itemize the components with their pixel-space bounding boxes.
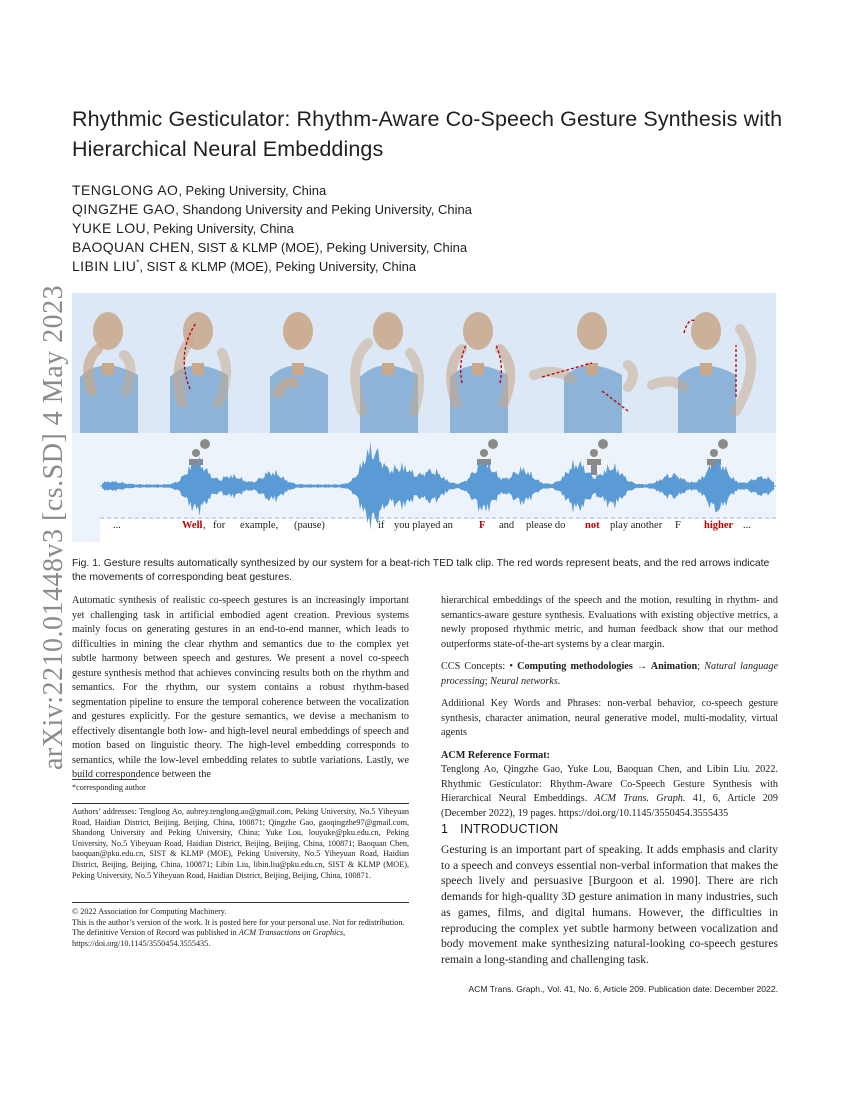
section-heading (441, 822, 558, 836)
acm-ref-heading: ACM Reference Format: (441, 749, 550, 761)
author-name: BAOQUAN CHEN (72, 239, 191, 255)
corresponding-author-note: *corresponding author (72, 783, 146, 792)
author-name: LIBIN LIU (72, 258, 137, 274)
page-footer: ACM Trans. Graph., Vol. 41, No. 6, Article 209. Publication date: December 2022. (468, 984, 778, 994)
author-affiliation: , SIST & KLMP (MOE), Peking University, China (190, 240, 468, 255)
transcript-beat-word: not (585, 520, 600, 531)
transcript-word: please do (526, 520, 566, 531)
author-affiliation: , Peking University, China (146, 221, 294, 236)
copyright-notice (72, 907, 409, 949)
acm-reference (441, 749, 778, 822)
transcript-word: and (499, 520, 515, 531)
author-line (72, 258, 416, 274)
author-name: TENGLONG AO (72, 182, 179, 198)
author-line (72, 201, 472, 217)
transcript-word: F (675, 520, 681, 531)
acm-ref-journal: ACM Trans. Graph. (594, 793, 686, 804)
addresses-rule (72, 803, 409, 804)
transcript-word: ... (743, 520, 751, 531)
transcript-word: , (203, 520, 206, 531)
author-line (72, 182, 326, 198)
ccs-italic-1: Natural language processing (441, 661, 778, 687)
transcript-word: (pause) (294, 520, 325, 531)
copyright-journal: ACM Transactions on Graphics (238, 928, 344, 938)
paper-title: Rhythmic Gesticulator: Rhythm-Aware Co-Speech Gesture Synthesis with Hierarchical Neural Embeddings (72, 107, 783, 161)
footnote-rule (72, 779, 137, 780)
transcript-word: example, (240, 520, 279, 531)
right-column (441, 594, 778, 821)
copyright-doi: , https://doi.org/10.1145/3550454.3555435. (72, 928, 346, 948)
ccs-bullet: • (509, 661, 518, 672)
ccs-separator: ; (484, 675, 491, 687)
ccs-italic-2: Neural networks (490, 675, 558, 687)
copyright-body (72, 918, 409, 950)
copyright-rule (72, 902, 409, 903)
transcript-word: you played an (394, 520, 453, 531)
ccs-bold: Computing methodologies → Animation (517, 661, 698, 672)
ccs-separator: ; (697, 661, 705, 672)
abstract-continued: hierarchical embeddings of the speech and the motion, resulting in rhythm- and semantics-aware gesture synthesis. Evaluations with existing objective metrics, a newly proposed rhythmic metric, and human feedback show that our method outperforms state-of-the-art systems by a clear margin. (441, 595, 778, 650)
acm-ref-rest: 41, 6, Article 209 (December 2022), 19 pages. https://doi.org/10.1145/3550454.3555435 (441, 793, 778, 819)
author-affiliation: , SIST & KLMP (MOE), Peking University, China (139, 259, 417, 274)
copyright-line: © 2022 Association for Computing Machinery. (72, 907, 227, 916)
transcript-beat-word: higher (704, 520, 734, 531)
section-number: 1 (441, 822, 449, 836)
transcript-word: play another (610, 520, 663, 531)
author-line (72, 239, 467, 255)
ccs-label: CCS Concepts: (441, 661, 510, 672)
acm-ref-authors: Tenglong Ao, Qingzhe Gao, Yuke Lou, Baoquan Chen, and Libin Liu. 2022. Rhythmic Gesticulator: Rhythm-Aware Co-Speech Gesture Synthesis with Hierarchical Neural Embeddings. (441, 764, 778, 804)
transcript-word: for (213, 520, 226, 531)
transcript-word: ... (113, 520, 121, 531)
teaser-figure (72, 293, 776, 542)
abstract: Automatic synthesis of realistic co-speech gestures is an increasingly important yet challenging task in artificial embodied agent creation. Previous systems mainly focus on generating gestures in an end-to-end manner, which leads to difficulties in mining the clear rhythm and semantics due to the complex yet subtle harmony between speech and gestures. We present a novel co-speech gesture synthesis method that achieves convincing results both on the rhythm and semantics. For the rhythm, our system contains a robust rhythm-based segmentation pipeline to ensure the temporal coherence between the vocalization and gestures explicitly. For the gesture semantics, we devise a mechanism to effectively disentangle both low- and high-level neural embeddings of speech and motion based on linguistic theory. The high-level embedding corresponds to semantics, while the low-level embedding relates to subtle variations. Lastly, we build correspondence between the (72, 595, 409, 780)
section-title: INTRODUCTION (460, 822, 559, 836)
author-affiliation: , Peking University, China (178, 183, 327, 198)
ccs-concepts (441, 660, 778, 689)
copyright-text: This is the author’s version of the work. It is posted here for your personal use. Not for redistribution. The definitive Version of Record was published in (72, 917, 405, 938)
intro-paragraph: Gesturing is an important part of speaking. It adds emphasis and clarity to a speech and conveys essential non-verbal information that makes the speech lively and persuasive [Burgoon et al. 1990]. There are rich demands for high-quality 3D gesture animation in many industries, such as games, films, and digital humans. However, the difficulties in reproducing the complex yet subtle harmony between vocalization and body movement make synthesizing natural-looking co-speech gestures remain a long-standing and challenging task. (441, 843, 778, 966)
author-affiliation: , Shandong University and Peking University, China (175, 202, 472, 217)
author-name: YUKE LOU (72, 220, 146, 236)
author-sup: * (136, 258, 140, 268)
transcript-beat-word: Well (182, 520, 203, 531)
figure-caption: Fig. 1. Gesture results automatically synthesized by our system for a beat-rich TED talk clip. The red words represent beats, and the red arrows indicate the movements of corresponding beat gestures. (72, 558, 770, 583)
transcript-beat-word: F (479, 520, 486, 531)
author-name: QINGZHE GAO (72, 201, 176, 217)
keywords: Additional Key Words and Phrases: non-verbal behavior, co-speech gesture synthesis, character animation, neural generative model, multi-modality, virtual agents (441, 698, 778, 738)
arxiv-stamp: arXiv:2210.01448v3 [cs.SD] 4 May 2023 (38, 284, 69, 770)
transcript-word: if (378, 520, 385, 531)
ccs-end: . (557, 675, 561, 687)
author-line (72, 220, 294, 236)
author-addresses: Authors’ addresses: Tenglong Ao, aubrey.tenglong.ao@gmail.com, Peking University, No.5 Yiheyuan Road, Haidian District, Beijing, Beijing, China, 100871; Qingzhe Gao, gaoqingzhe97@gmail.com, Shandong University and Peking University, China; Yuke Lou, louyuke@pku.edu.cn, Peking University, No.5 Yiheyuan Road, Haidian District, Beijing, Beijing, China, 100871; Baoquan Chen, baoquan@pku.edu.cn, SIST & KLMP (MOE), Peking University, No.5 Yiheyuan Road, Haidian District, Beijing, Beijing, China, 100871; Libin Liu, libin.liu@pku.edu.cn, SIST & KLMP (MOE), Peking University, No.5 Yiheyuan Road, Haidian District, Beijing, Beijing, China, 100871. (72, 807, 409, 880)
